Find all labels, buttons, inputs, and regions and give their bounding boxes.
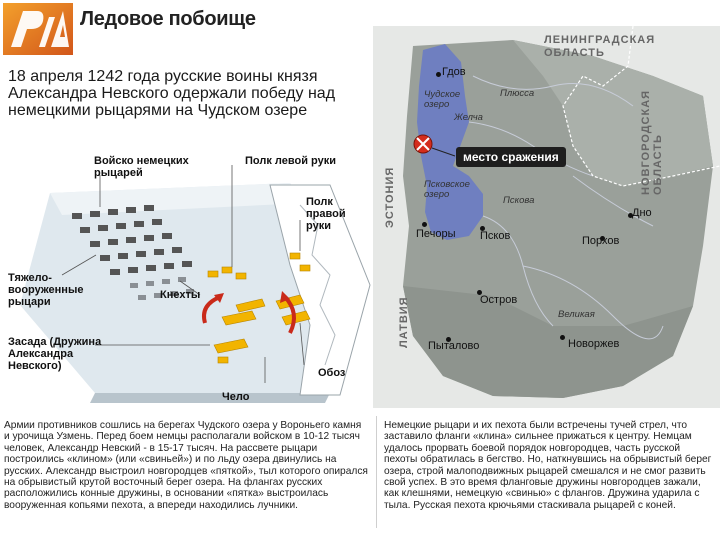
city-gdov: Гдов bbox=[442, 66, 466, 78]
city-dno: Дно bbox=[632, 207, 652, 219]
battle-site-tag: место сражения bbox=[456, 147, 566, 167]
city-dot-pechory bbox=[422, 222, 427, 227]
river-plyussa: Плюсса bbox=[500, 88, 535, 99]
city-porkhov: Порхов bbox=[582, 235, 620, 247]
region-map bbox=[373, 26, 720, 408]
column-divider bbox=[376, 416, 377, 528]
city-pskov: Псков bbox=[480, 230, 511, 242]
region-latvia: ЛАТВИЯ bbox=[398, 296, 410, 348]
lake-pskovskoe: Псковское озеро bbox=[424, 179, 470, 200]
river-zhelcha: Желча bbox=[454, 112, 483, 123]
page-title: Ледовое побоище bbox=[80, 8, 256, 30]
label-wagons: Обоз bbox=[318, 367, 346, 379]
city-ostrov: Остров bbox=[480, 294, 518, 306]
label-german-army: Войско немецких рыцарей bbox=[94, 155, 189, 179]
label-knechts: Кнехты bbox=[160, 289, 201, 301]
region-estonia: ЭСТОНИЯ bbox=[384, 166, 396, 228]
region-leningrad: ЛЕНИНГРАДСКАЯ ОБЛАСТЬ bbox=[544, 34, 656, 59]
label-left-regiment: Полк левой руки bbox=[245, 155, 336, 167]
ria-logo bbox=[3, 3, 73, 55]
label-right-regiment: Полк правой руки bbox=[306, 196, 346, 232]
text-left: Армии противников сошлись на берегах Чудского озера у Вороньего камня и урочища Узмень. Перед боем немцы располагали войском в 10-12 тысяч человек, Александр Невский - в 15-17 тысяч. На рассвете рыцари построились «клином» (или «свиньей») и по льду озера двинулись на русских. Александр выстроил новгородцев «пяткой», тыл которого опирался на обрывистый крутой восточный берег озера. На флангах русских расположились конные дружины, в основании «пятка» выстроилась вооруженная копьями пехота, а впереди находились лучники. bbox=[4, 420, 368, 511]
lead-text: 18 апреля 1242 года русские воины князя Александра Невского одержали победу над немецкими рыцарями на Чудском озере bbox=[8, 68, 336, 119]
lake-chudskoe: Чудское озеро bbox=[424, 89, 461, 110]
label-chelo: Чело bbox=[222, 391, 250, 403]
city-novorzhev: Новоржев bbox=[568, 338, 620, 350]
region-novgorod: НОВГОРОДСКАЯ ОБЛАСТЬ bbox=[640, 89, 664, 195]
label-heavy-knights: Тяжело-вооруженные рыцари bbox=[8, 272, 84, 308]
city-dot-gdov bbox=[436, 72, 441, 77]
text-right: Немецкие рыцари и их пехота были встречены тучей стрел, что заставило фланги «клина» сильнее прижаться к центру. Немцам удалось прорвать боевой порядок новгородцев, часть русской пехоты обратилась в бегство. Но, наткнувшись на обрывистый берег озера, строй малоподвижных рыцарей смешался и не смог развить свой успех. В это время фланговые дружины новгородцев зажали, как клешнями, немецкую «свинью» с флангов. Дружина ударила с тыла. Русская пехота крючьями стаскивала рыцарей с коней. bbox=[384, 420, 712, 511]
river-velikaya: Великая bbox=[558, 309, 595, 320]
label-ambush: Засада (Дружина Александра Невского) bbox=[8, 336, 102, 372]
city-pytalovo: Пыталово bbox=[428, 340, 480, 352]
city-pechory: Печоры bbox=[416, 228, 456, 240]
city-dot-novorzhev bbox=[560, 335, 565, 340]
river-pskova: Пскова bbox=[503, 195, 535, 206]
